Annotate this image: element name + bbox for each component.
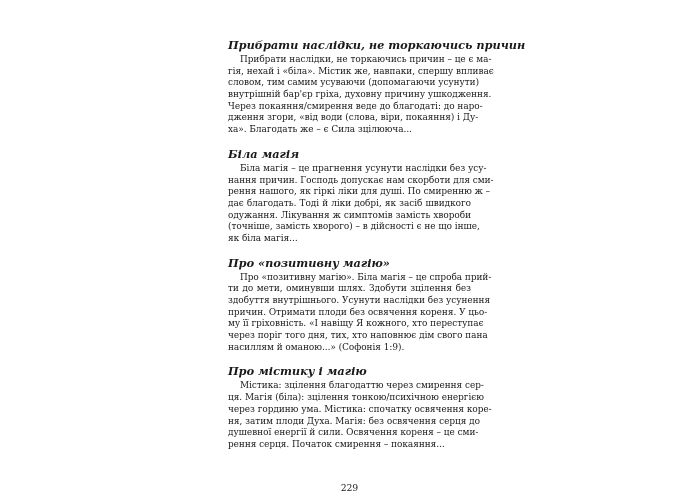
page-number: 229 — [340, 484, 359, 494]
paragraph-line: Містика: зцілення благодаттю через смирення сер- — [240, 381, 484, 392]
paragraph-line: Через покаяння/смирення веде до благодаті: до наро- — [228, 101, 483, 112]
section-mysticism-and-magic — [228, 364, 492, 451]
paragraph-line: ня, затим плоди Духа. Магія: без освячення серця до — [228, 416, 480, 427]
paragraph-line: ха». Благодать же – є Сила зцілююча... — [228, 125, 412, 136]
section-remove-consequences — [228, 38, 526, 137]
paragraph-line: причин. Отримати плоди без освячення кореня. У цьо- — [228, 307, 488, 318]
section-positive-magic — [228, 255, 492, 355]
section-heading: Про «позитивну магію» — [228, 255, 390, 270]
paragraph-line: рення серця. Початок смирення – покаяння... — [228, 439, 445, 450]
paragraph-line: душевної енергії й сили. Освячення кореня – це сми- — [228, 428, 479, 439]
paragraph-line: словом, тим самим усуваючи (допомагаючи усунути) — [228, 78, 480, 89]
section-heading: Прибрати наслідки, не торкаючись причин — [228, 38, 526, 52]
paragraph-line: здобуття внутрішнього. Усунути наслідки без усунення — [228, 296, 491, 306]
paragraph-line: через гординю ума. Містика: спочатку освячення коре- — [228, 404, 492, 415]
paragraph-line: му її гріховність. «І навіщу Я кожного, хто переступає — [228, 319, 484, 330]
paragraph-line: нання причин. Господь допускає нам скорботи для сми- — [228, 175, 494, 186]
paragraph-line: (точніше, замість хворого) – в дійсності є не що інше, — [228, 222, 480, 233]
paragraph-line: гія, нехай і «біла». Містик же, навпаки, спершу впливає — [228, 66, 494, 77]
paragraph-line: Біла магія – це прагнення усунути наслідки без усу- — [240, 163, 487, 174]
paragraph-line: через поріг того дня, тих, хто наповнює дім свого пана — [228, 331, 488, 342]
paragraph-line: дає благодать. Тоді й ліки добрі, як засіб швидкого — [228, 198, 471, 209]
paragraph-line: насиллям й оманою...» (Софонія 1:9). — [228, 342, 405, 353]
paragraph-line: ти до мети, оминувши шлях. Здобути зцілення без — [228, 284, 471, 295]
paragraph-line: Прибрати наслідки, не торкаючись причин – це є ма- — [240, 55, 492, 65]
paragraph-line: рення нашого, як гіркі ліки для душі. По смиренню ж – — [228, 187, 491, 198]
section-heading: Біла магія — [228, 146, 300, 161]
paragraph-line: ця. Магія (біла): зцілення тонкою/психічною енергією — [228, 393, 484, 404]
book-page — [228, 38, 526, 494]
paragraph-line: Про «позитивну магію». Біла магія – це спроба прий- — [240, 272, 492, 283]
section-white-magic — [228, 146, 494, 246]
paragraph-line: як біла магія... — [228, 233, 298, 244]
paragraph-line: дження згори, «від води (слова, віри, покаяння) і Ду- — [228, 113, 479, 124]
paragraph-line: внутрішній бар'єр гріха, духовну причину ушкодження. — [228, 90, 492, 101]
section-heading: Про містику і магію — [228, 364, 367, 379]
paragraph-line: одужання. Лікування ж симптомів замість хвороби — [228, 210, 471, 221]
